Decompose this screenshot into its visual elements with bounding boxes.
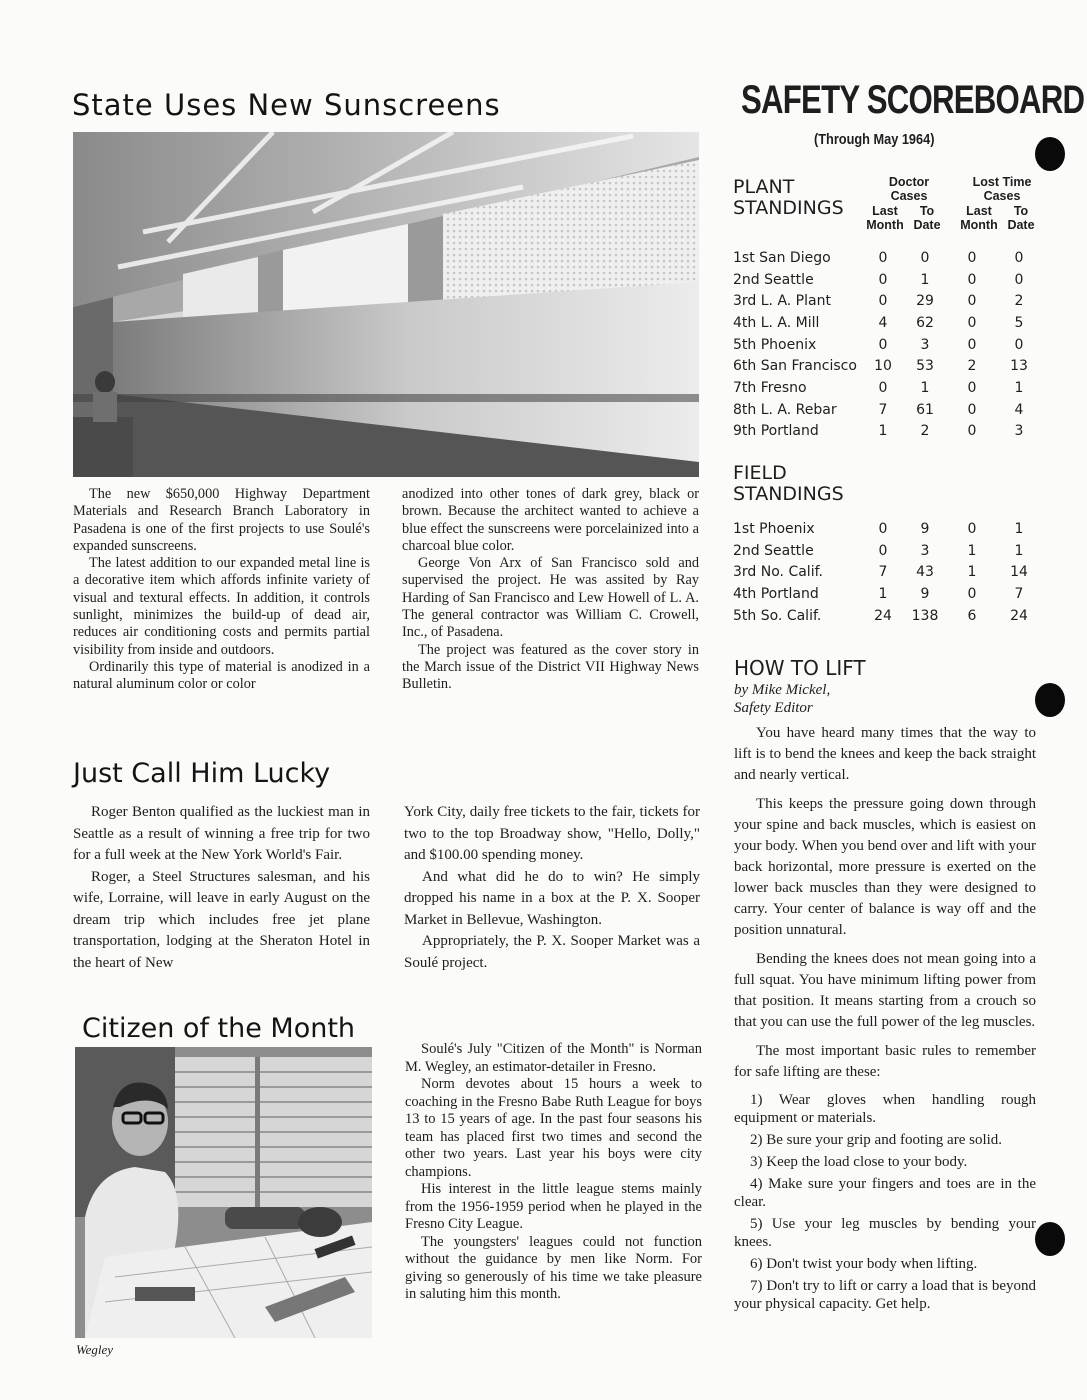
paragraph: The latest addition to our expanded metal line is a decorative item which affords infinite variety of visual and textural effects. In addition, it controls sunlight, minimizes the build-up of dead air, reduces air conditioning costs and permits partial visibility from inside and outdoors. xyxy=(73,555,370,658)
doctor-last-month: 1 xyxy=(878,585,888,602)
lost-to-date: 1 xyxy=(1014,379,1024,396)
binder-hole-icon xyxy=(1035,1222,1065,1256)
lost-last-month: 1 xyxy=(967,542,977,559)
paragraph: The new $650,000 Highway Department Materials and Research Branch Laboratory in Pasadena is one of the first projects to use Soulé's expanded sunscreens. xyxy=(73,486,370,554)
plant-standings-table xyxy=(733,247,1041,442)
doctor-to-date: 1 xyxy=(920,271,930,288)
lost-to-date: 0 xyxy=(1014,336,1024,353)
rule-item: 4) Make sure your fingers and toes are in the clear. xyxy=(734,1176,1036,1210)
citizen-photo xyxy=(75,1047,372,1338)
standings-row xyxy=(733,605,1041,627)
lift-title: HOW TO LIFT xyxy=(734,656,866,680)
lost-last-month: 0 xyxy=(967,314,977,331)
standings-row xyxy=(733,377,1041,399)
paragraph: Bending the knees does not mean going into a full squat. You have minimum lifting power from that position. It means starting from a crouch so that you can use the full power of the leg muscles. xyxy=(734,951,1036,1030)
rule-item: 2) Be sure your grip and footing are solid. xyxy=(750,1132,1003,1148)
field-standings-heading: FIELD STANDINGS xyxy=(733,462,844,505)
lost-last-month: 0 xyxy=(967,520,977,537)
citizen-title: Citizen of the Month xyxy=(82,1013,356,1044)
lost-last-month: 1 xyxy=(967,564,977,581)
lost-last-month: 0 xyxy=(967,585,977,602)
lucky-column-2 xyxy=(404,802,700,974)
team-name: 3rd L. A. Plant xyxy=(733,293,831,310)
doctor-to-date: 2 xyxy=(920,423,930,440)
team-name: 9th Portland xyxy=(733,423,819,440)
lift-byline: by Mike Mickel, Safety Editor xyxy=(734,682,831,716)
doctor-to-date: 29 xyxy=(916,293,934,310)
standings-row xyxy=(733,355,1041,377)
lost-last-month: 0 xyxy=(967,379,977,396)
doctor-last-month: 0 xyxy=(878,520,888,537)
doctor-last-month: 0 xyxy=(878,271,888,288)
doctor-last-month: 1 xyxy=(878,423,888,440)
doctor-last-month: 0 xyxy=(878,249,888,266)
doctor-to-date: 138 xyxy=(911,607,939,624)
doctor-to-date: 0 xyxy=(920,249,930,266)
paragraph: Soulé's July "Citizen of the Month" is Norman M. Wegley, an estimator-detailer in Fresno. xyxy=(405,1041,702,1075)
binder-hole-icon xyxy=(1035,137,1065,171)
lost-last-month: 2 xyxy=(967,358,977,375)
lost-to-date: 7 xyxy=(1014,585,1024,602)
team-name: 2nd Seattle xyxy=(733,542,814,559)
lost-to-date: 4 xyxy=(1014,401,1024,418)
lost-last-month: 0 xyxy=(967,401,977,418)
paragraph: anodized into other tones of dark grey, black or brown. Because the architect wanted to achieve a blue effect the sunscreens were porcelainized into a charcoal blue color. xyxy=(402,486,699,554)
lost-to-date: 13 xyxy=(1010,358,1028,375)
binder-hole-icon xyxy=(1035,683,1065,717)
lost-to-date: 1 xyxy=(1014,520,1024,537)
rule-item: 7) Don't try to lift or carry a load that is beyond your physical capacity. Get help. xyxy=(734,1278,1036,1312)
field-standings-table xyxy=(733,518,1041,626)
doctor-last-month: 0 xyxy=(878,542,888,559)
team-name: 2nd Seattle xyxy=(733,271,814,288)
doctor-last-month: 0 xyxy=(878,293,888,310)
standings-row xyxy=(733,269,1041,291)
standings-row xyxy=(733,290,1041,312)
doctor-to-date: 43 xyxy=(916,564,934,581)
doctor-last-month: 24 xyxy=(874,607,892,624)
doctor-last-month: 4 xyxy=(878,314,888,331)
team-name: 1st Phoenix xyxy=(733,520,815,537)
sunscreens-column-2 xyxy=(402,486,699,694)
lost-to-date: 14 xyxy=(1010,564,1028,581)
doctor-last-month: 10 xyxy=(874,358,892,375)
standings-row xyxy=(733,247,1041,269)
doctor-to-date: 3 xyxy=(920,542,930,559)
paragraph: Norm devotes about 15 hours a week to coaching in the Fresno Babe Ruth League for boys 13 to 15 years of age. In the past four seasons his team has placed first two times and second the other two years. Last year his boys were city champions. xyxy=(405,1076,702,1180)
lucky-title: Just Call Him Lucky xyxy=(73,758,331,789)
lost-to-date: 24 xyxy=(1010,607,1028,624)
standings-row xyxy=(733,583,1041,605)
standings-row xyxy=(733,312,1041,334)
paragraph: The most important basic rules to remember for safe lifting are these: xyxy=(734,1043,1036,1080)
rule-item: 6) Don't twist your body when lifting. xyxy=(750,1256,978,1272)
lost-last-month: 0 xyxy=(967,336,977,353)
paragraph: The youngsters' leagues could not function without the guidance by men like Norm. For giving so generously of his time we take pleasure in saluting him this month. xyxy=(405,1233,702,1302)
lost-to-date: 0 xyxy=(1014,271,1024,288)
rule-item: 3) Keep the load close to your body. xyxy=(750,1154,968,1170)
lucky-column-1 xyxy=(73,802,370,974)
paragraph: The project was featured as the cover story in the March issue of the District VII Highway News Bulletin. xyxy=(402,641,699,693)
lost-to-date: 5 xyxy=(1014,314,1024,331)
paragraph: His interest in the little league stems mainly from the 1956-1959 period when he played in the Fresno City League. xyxy=(405,1181,702,1232)
doctor-to-date: 1 xyxy=(920,379,930,396)
paragraph: York City, daily free tickets to the fair, tickets for two to the top Broadway show, "Hello, Dolly," and $100.00 spending money. xyxy=(404,804,700,863)
rule-item: 5) Use your leg muscles by bending your knees. xyxy=(734,1216,1036,1250)
lost-last-month: 0 xyxy=(967,423,977,440)
team-name: 4th L. A. Mill xyxy=(733,314,820,331)
lost-last-month: 0 xyxy=(967,293,977,310)
standings-row xyxy=(733,540,1041,562)
citizen-caption: Wegley xyxy=(76,1342,114,1357)
doctor-to-date: 9 xyxy=(920,585,930,602)
standings-row xyxy=(733,399,1041,421)
doctor-last-month: 7 xyxy=(878,401,888,418)
team-name: 5th So. Calif. xyxy=(733,607,822,624)
team-name: 6th San Francisco xyxy=(733,358,857,375)
team-name: 7th Fresno xyxy=(733,379,807,396)
team-name: 3rd No. Calif. xyxy=(733,564,823,581)
lost-last-month: 0 xyxy=(967,249,977,266)
sunscreens-column-1 xyxy=(73,486,370,694)
doctor-to-date: 3 xyxy=(920,336,930,353)
paragraph: And what did he do to win? He simply dropped his name in a box at the P. X. Sooper Market in Bellevue, Washington. xyxy=(404,868,700,928)
rule-item: 1) Wear gloves when handling rough equipment or materials. xyxy=(734,1092,1036,1126)
team-name: 1st San Diego xyxy=(733,249,831,266)
paragraph: George Von Arx of San Francisco sold and supervised the project. He was assited by Ray Harding of San Francisco and Lew Howell of L. A. The general contractor was William C. Crowell, Inc., of Pasadena. xyxy=(402,555,699,641)
lost-last-month: 0 xyxy=(967,271,977,288)
sunscreens-title: State Uses New Sunscreens xyxy=(72,88,501,122)
paragraph: Ordinarily this type of material is anodized in a natural aluminum color or color xyxy=(73,658,370,693)
doctor-last-month: 0 xyxy=(878,336,888,353)
lost-last-month: 6 xyxy=(967,607,977,624)
team-name: 8th L. A. Rebar xyxy=(733,401,837,418)
doctor-to-date: 53 xyxy=(916,358,934,375)
paragraph: Roger, a Steel Structures salesman, and his wife, Lorraine, will leave in early August on the dream trip which includes free jet plane transportation, lodging at the Sheraton Hotel in the heart of New xyxy=(73,868,370,971)
lost-to-date: 1 xyxy=(1014,542,1024,559)
doctor-to-date: 61 xyxy=(916,401,934,418)
lost-to-date: 0 xyxy=(1014,249,1024,266)
paragraph: You have heard many times that the way to lift is to bend the knees and keep the back straight and nearly vertical. xyxy=(734,725,1036,783)
doctor-to-date: 62 xyxy=(916,314,934,331)
scoreboard-title: SAFETY SCOREBOARD xyxy=(741,78,1085,122)
lift-text xyxy=(734,723,1036,1317)
citizen-text xyxy=(405,1041,702,1304)
team-name: 4th Portland xyxy=(733,585,819,602)
lost-to-date: 2 xyxy=(1014,293,1024,310)
lost-to-date: 3 xyxy=(1014,423,1024,440)
sunscreens-photo xyxy=(73,132,699,477)
standings-row xyxy=(733,561,1041,583)
standings-row xyxy=(733,518,1041,540)
doctor-to-date: 9 xyxy=(920,520,930,537)
paragraph: Roger Benton qualified as the luckiest man in Seattle as a result of winning a free trip for two for a full week at the New York World's Fair. xyxy=(73,804,370,863)
doctor-last-month: 7 xyxy=(878,564,888,581)
plant-standings-heading: PLANT STANDINGS xyxy=(733,176,844,219)
standings-row xyxy=(733,334,1041,356)
doctor-last-month: 0 xyxy=(878,379,888,396)
scoreboard-subtitle: (Through May 1964) xyxy=(814,131,935,148)
team-name: 5th Phoenix xyxy=(733,336,817,353)
paragraph: Appropriately, the P. X. Sooper Market was a Soulé project. xyxy=(404,933,700,971)
standings-row xyxy=(733,421,1041,443)
paragraph: This keeps the pressure going down through your spine and back muscles, which is easiest on your body. When you bend over and lift with your back horizontal, more pressure is exerted on the lower back muscles than they were designed to carry. Your center of balance is way off and the position unnatural. xyxy=(734,796,1036,938)
